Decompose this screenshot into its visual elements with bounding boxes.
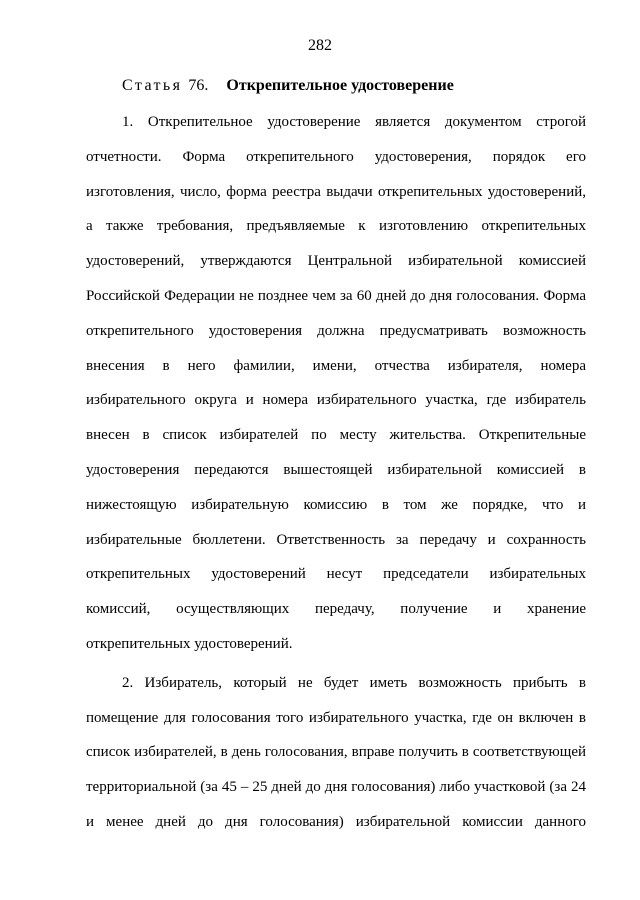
- text-line: открепительных удостоверений несут председатели избирательных: [86, 566, 586, 583]
- text-line: Российской Федерации не позднее чем за 60 дней до дня голосования. Форма: [86, 287, 586, 304]
- text-line: открепительных удостоверений.: [86, 635, 293, 652]
- paragraph-2: [86, 673, 586, 847]
- article-number: 76.: [188, 77, 209, 94]
- text-line: а также требования, предъявляемые к изготовлению открепительных: [86, 218, 586, 235]
- text-line: избирательного округа и номера избирательного участка, где избиратель: [86, 392, 586, 409]
- article-heading: [122, 76, 454, 96]
- text-line: 1. Открепительное удостоверение является документом строгой: [122, 114, 586, 130]
- text-line: нижестоящую избирательную комиссию в том же порядке, что и: [86, 496, 586, 513]
- text-line: список избирателей, в день голосования, вправе получить в соответствующей: [86, 744, 586, 761]
- text-line: внесения в него фамилии, имени, отчества избирателя, номера: [86, 357, 586, 374]
- page-number: 282: [308, 37, 332, 54]
- text-line: открепительного удостоверения должна предусматривать возможность: [86, 322, 586, 339]
- text-line: комиссий, осуществляющих передачу, получение и хранение: [86, 601, 586, 618]
- text-line: и менее дней до дня голосования) избирательной комиссии данного: [86, 813, 586, 830]
- text-line: внесен в список избирателей по месту жительства. Открепительные: [86, 427, 586, 444]
- text-line: территориальной (за 45 – 25 дней до дня голосования) либо участковой (за 24: [86, 779, 586, 796]
- article-title: Открепительное удостоверение: [226, 77, 454, 94]
- text-line: избирательные бюллетени. Ответственность за передачу и сохранность: [86, 531, 586, 548]
- text-line: помещение для голосования того избирательного участка, где он включен в: [86, 709, 586, 726]
- text-line: изготовления, число, форма реестра выдачи открепительных удостоверений,: [86, 183, 586, 200]
- paragraph-1: [86, 112, 586, 669]
- article-body: [86, 112, 586, 847]
- text-line: отчетности. Форма открепительного удостоверения, порядок его: [86, 148, 586, 165]
- text-line: удостоверений, утверждаются Центральной избирательной комиссией: [86, 253, 586, 270]
- text-line: 2. Избиратель, который не будет иметь возможность прибыть в: [122, 674, 586, 691]
- text-line: удостоверения передаются вышестоящей избирательной комиссией в: [86, 461, 586, 478]
- article-label: Статья: [122, 77, 183, 94]
